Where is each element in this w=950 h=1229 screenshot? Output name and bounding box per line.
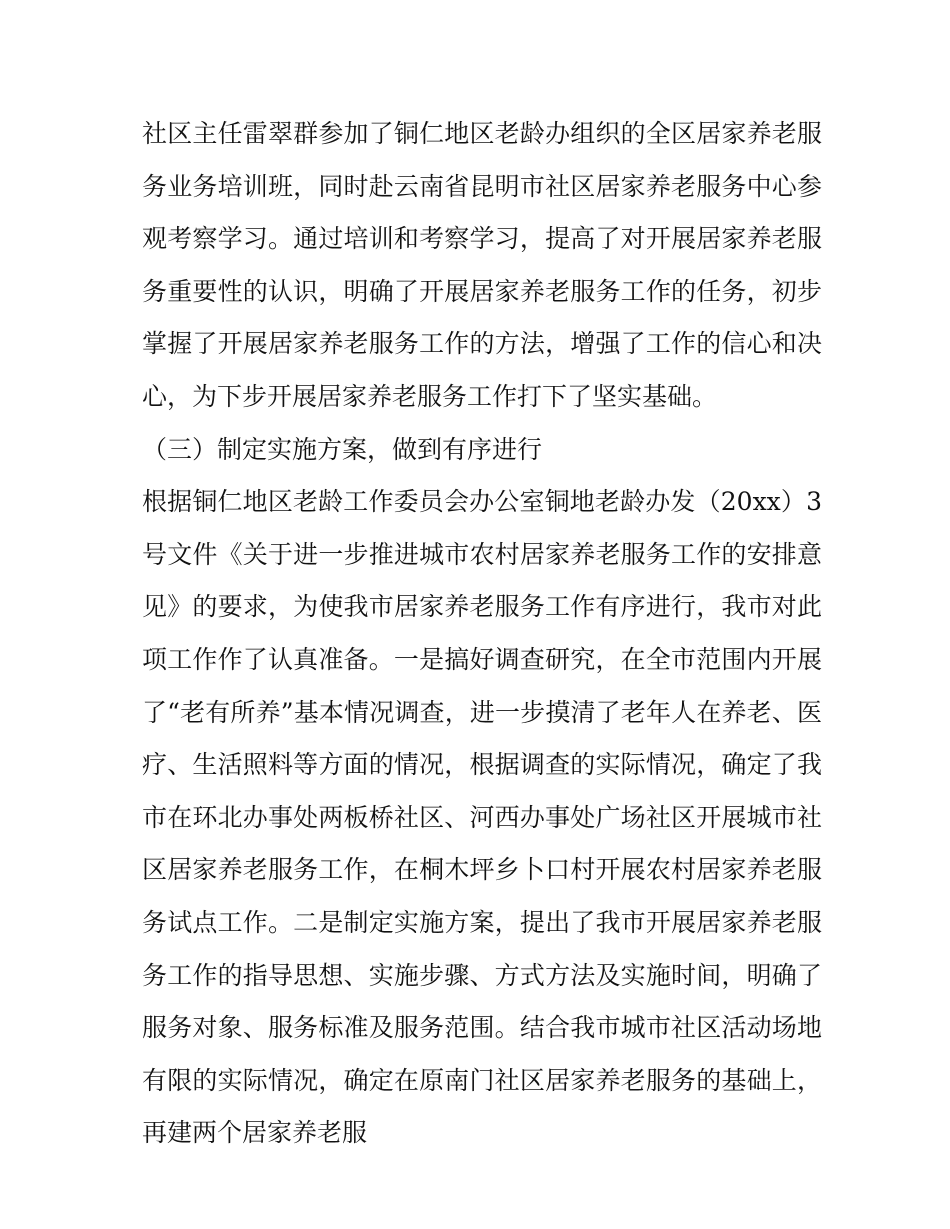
section-heading: （三）制定实施方案，做到有序进行 (142, 434, 543, 464)
paragraph-line: 见》的要求，为使我市居家养老服务工作有序进行，我市对此 (142, 592, 822, 622)
paragraph-line: 市在环北办事处两板桥社区、河西办事处广场社区开展城市社 (142, 802, 822, 832)
paragraph-line: 有限的实际情况，确定在原南门社区居家养老服务的基础上， (142, 1065, 822, 1095)
paragraph-line: 掌握了开展居家养老服务工作的方法，增强了工作的信心和决 (142, 329, 822, 359)
paragraph-line: 再建两个居家养老服 (142, 1118, 368, 1148)
paragraph-line: 服务对象、服务标准及服务范围。结合我市城市社区活动场地 (142, 1013, 822, 1043)
body-text (142, 108, 822, 1160)
paragraph-line: 观考察学习。通过培训和考察学习，提高了对开展居家养老服 (142, 224, 822, 254)
paragraph-line: 根据铜仁地区老龄工作委员会办公室铜地老龄办发（20xx）3 (142, 487, 822, 517)
paragraph-line: 区居家养老服务工作，在桐木坪乡卜口村开展农村居家养老服 (142, 855, 822, 885)
paragraph-line: 务业务培训班，同时赴云南省昆明市社区居家养老服务中心参 (142, 171, 822, 201)
paragraph-line: 心，为下步开展居家养老服务工作打下了坚实基础。 (142, 381, 718, 411)
paragraph-line: 务试点工作。二是制定实施方案，提出了我市开展居家养老服 (142, 907, 822, 937)
paragraph-line: 项工作作了认真准备。一是搞好调查研究，在全市范围内开展 (142, 644, 822, 674)
paragraph-line: 社区主任雷翠群参加了铜仁地区老龄办组织的全区居家养老服 (142, 119, 822, 148)
paragraph-line: 务重要性的认识，明确了开展居家养老服务工作的任务，初步 (142, 276, 822, 306)
paragraph-line: 了“老有所养”基本情况调查，进一步摸清了老年人在养老、医 (142, 697, 822, 727)
paragraph-line: 务工作的指导思想、实施步骤、方式方法及实施时间，明确了 (142, 960, 822, 990)
paragraph-line: 疗、生活照料等方面的情况，根据调查的实际情况，确定了我 (142, 750, 822, 780)
paragraph-line: 号文件《关于进一步推进城市农村居家养老服务工作的安排意 (142, 539, 822, 569)
